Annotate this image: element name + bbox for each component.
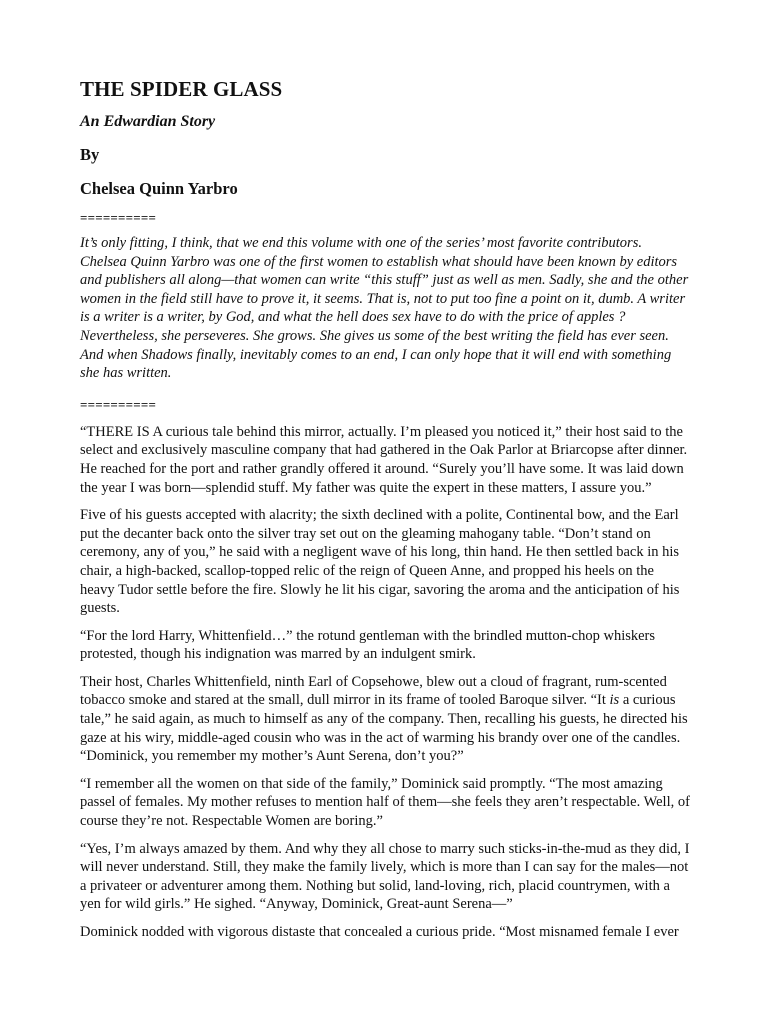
- story-paragraph: [80, 673, 692, 766]
- paragraph-text: Their host, Charles Whittenfield, ninth Earl of Copsehowe, blew out a cloud of fragrant, rum-scented tobacco smoke and stared at the small, dull mirror in its frame of tooled Baroque silver. “It: [80, 673, 667, 709]
- byline-label: By: [80, 145, 100, 164]
- document-page: [80, 76, 692, 942]
- emphasis-text: is: [609, 692, 620, 709]
- section-divider-top: ==========: [80, 210, 157, 225]
- paragraph-text: a curious tale,” he said again, as much to himself as any of the company. Then, recalling his guests, he directed his gaze at his wiry, middle-aged cousin who was in the act of warming his brandy over one of the candles. “Dominick, you remember my mother’s Aunt Serena, don’t you?”: [80, 692, 688, 765]
- story-paragraph: “I remember all the women on that side of the family,” Dominick said promptly. “The most amazing passel of females. My mother refuses to mention half of them—she feels they aren’t respectable. Well, of course they’re not. Respectable Women are boring.”: [80, 775, 690, 830]
- story-paragraph: “THERE IS A curious tale behind this mirror, actually. I’m pleased you noticed it,” their host said to the select and exclusively masculine company that had gathered in the Oak Parlor at Briarcopse after dinner. He reached for the port and rather grandly offered it around. “Surely you’ll have some. It was laid down the year I was born—splendid stuff. My father was quite the expert in these matters, I assure you.”: [80, 423, 688, 496]
- section-divider-bottom: ==========: [80, 396, 157, 412]
- author-name: Chelsea Quinn Yarbro: [80, 179, 238, 198]
- story-paragraph: Dominick nodded with vigorous distaste that concealed a curious pride. “Most misnamed female I ever: [80, 924, 679, 940]
- story-paragraph: Five of his guests accepted with alacrity; the sixth declined with a polite, Continental bow, and the Earl put the decanter back onto the silver tray set out on the gleaming mahogany table. “Don’t stand on ceremony, any of you,” he said with a negligent wave of his long, thin hand. He then settled back in his chair, a high-backed, scallop-topped relic of the reign of Queen Anne, and propped his heels on the heavy Tudor settle before the fire. Slowly he lit his cigar, savoring the aroma and the anticipation of his guests.: [80, 507, 680, 617]
- story-paragraph: “For the lord Harry, Whittenfield…” the rotund gentleman with the brindled mutton-chop whiskers protested, though his indignation was marred by an indulgent smirk.: [80, 627, 656, 663]
- story-subtitle: An Edwardian Story: [80, 113, 216, 130]
- story-title: THE SPIDER GLASS: [80, 77, 283, 101]
- story-paragraph: “Yes, I’m always amazed by them. And why they all chose to marry such sticks-in-the-mud as they did, I will never understand. Still, they make the family lively, which is more than I can say for the males—not a privateer or adventurer among them. Nothing but solid, land-loving, rich, placid countrymen, with a yen for wild girls.” He sighed. “Anyway, Dominick, Great-aunt Serena—”: [80, 840, 690, 913]
- editor-introduction: It’s only fitting, I think, that we end this volume with one of the series’ most favorite contributors. Chelsea Quinn Yarbro was one of the first women to establish what should have been known by editors and publishers all along—that women can write “this stuff” just as well as men. Sadly, she and the other women in the field still have to prove it, it seems. That is, not to put too fine a point on it, dumb. A writer is a writer is a writer, by God, and what the hell does sex have to do with the price of apples ? Nevertheless, she perseveres. She grows. She gives us some of the best writing the field has ever seen. And when Shadows finally, inevitably comes to an end, I can only hope that it will end with something she has written.: [80, 235, 689, 382]
